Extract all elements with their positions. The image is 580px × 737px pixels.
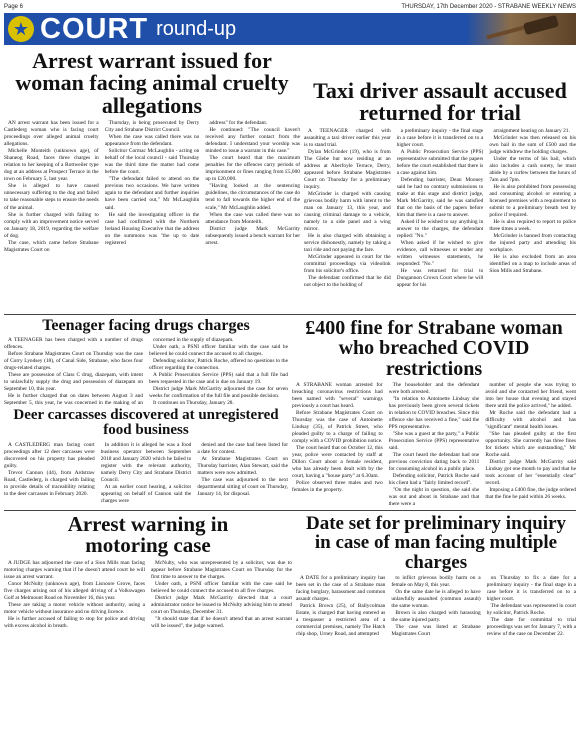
paragraph: McGrinder appeared in court for the committal proceedings via videolink from his solicitor's office. [304,254,391,275]
paragraph: A DATE for a preliminary inquiry has been set in the case of a Strabane man facing burglary, harassment and common assault charges. [296,575,386,603]
paragraph: address" for the defendant. [209,120,268,127]
headline: Taxi driver assault accused returned for trial [313,78,567,126]
paragraph: On the same date he is alleged to have unlawfully assaulted (common assault) the same woman. [391,589,481,610]
dateline: THURSDAY, 17th December 2020 - STRABANE WEEKLY NEWS [401,4,576,10]
paragraph: The defendant was represented in court by solicitor, Patrick Roche. [486,603,576,617]
article-column [489,128,576,289]
paragraph: Asked if he wished to say anything in answer to the charges, the defendant replied: "No." [396,219,484,240]
paragraph: "She has pleaded guilty at the first opportunity. She currently has three fines for tickets which are outstanding," Mr Roche said. [485,431,576,459]
article-motoring-case [4,514,292,736]
paragraph: A CASTLEDERG man facing court proceedings after 12 deer carcasses were discovered on his property has pleaded guilty. [4,441,95,469]
article-column [205,120,300,253]
paragraph: on Thursday to fix a date for a preliminary inquiry - the final stage in a case before it is transferred on to a higher court. [486,575,576,603]
paragraph: He is also charged with obtaining a service dishonestly, namely by taking a taxi ride and not paying the fare. [304,233,391,254]
page-header [4,2,576,12]
paragraph: A Public Prosecution Service (PPS) said that a full file had been requested in the case and is due on January 19. [149,372,288,386]
paragraph: Defending barrister, Dean Mooney said he had no contrary submissions to make at this stage and district judge, Mark McGarrity, said he was satisfied that on the basis of the papers before him that there is a case to answer. [396,176,484,219]
paragraph: Solicitor Cormac McLaughlin - acting on behalf of the local council - said Thursday was the third time the matter had come before the court. [104,148,200,176]
article-column [487,575,576,638]
paragraph: a preliminary inquiry - the final stage in a case before it is transferred on to a higher court. [396,127,484,148]
article-body [4,120,300,253]
article-column [389,382,480,508]
paragraph: The case, which came before Strabane Magistrates Court on [4,239,99,253]
paragraph: The court heard that the maximum penalties for the offences carry periods of imprisonment or fines ranging from £5,000 up to £20,000. [205,155,300,183]
article-column [105,120,200,253]
article-body [4,337,288,406]
paragraph: to inflict grievous bodily harm on a female on May 8, this year. [391,575,481,589]
headline: Date set for preliminary inquiry in case of man facing multiple charges [306,514,566,573]
paragraph: He is also excluded from an area identified on a map to include areas of Sion Mills and Strabane. [489,254,576,275]
paragraph: At Strabane Magistrates Court on Thursday barrister, Alan Stewart, said the matters were now admitted. [197,455,288,476]
banner-title: COURT [40,13,149,45]
paragraph: number of people she was trying to avoid and she contacted her friend, went into her house that evening and stayed there until the police arrived," he added. [485,382,576,410]
article-column [485,382,576,508]
article-column [197,442,288,505]
paragraph: When asked if he wished to give evidence, call witnesses or tender any written witnesses statements, he responded: "No." [396,240,484,268]
paragraph: The court heard that on October 12, this year, police were contacted by staff at Dillon Court about a female resident, who has already been dealt with by the court, having a "house party" at 6.30am. [292,445,383,480]
paragraph: Thursday, is being prosecuted by Derry City and Strabane District Council. [104,120,200,134]
star-icon: ★ [8,16,34,42]
headline: Arrest warning in motoring case [67,514,229,558]
paragraph: District judge Mark McGarrity said Lindsay got one month to pay and that he took account of her "essentially clear" record. [485,459,576,487]
paragraph: "On the night in question, she said she was out and about in Strabane and that there were a [388,487,480,508]
paragraph: It continues on Thursday, January 28. [153,400,234,406]
paragraph: McGrinder is banned from contacting the injured party and attending his workplace. [489,233,576,254]
paragraph: She is alleged to have caused unnecessary suffering to the dog and failed to take reasonable steps to ensure the needs of the animal. [4,183,99,211]
paragraph: Trevor Cannon (44), from Ardstraw Road, Castlederg, is charged with failing to provide details of traceability relating to the deer carcasses in February 2020. [4,469,95,497]
paragraph: These are possession of Class C drug, diazepam, with intent to unlawfully supply the drug and possession of diazepam on September 10, this year. [4,372,143,393]
paragraph: Brown is also charged with harassing the same injured party. [391,610,481,624]
paragraph: Michelle Monteith (unknown age), of Shaneog Road, faces three charges in relation to her keeping of a Rottweiler type dog at an address at Prospect Terrace in the town on February 5, last year. [4,148,99,183]
article-drugs-charges [4,318,288,406]
paragraph: At an earlier court hearing, a solicitor appearing on behalf of Cannon said the charges were [100,483,192,504]
article-column [391,575,480,638]
paragraph: Under oath, a PSNI officer familiar with the case said he believed he could connect the accused to all charges. [149,344,288,358]
paragraph: She is further charged with failing to comply with an improvement notice served on January 18, 2019, regarding the welfare of dog. [4,211,99,239]
paragraph: In addition it is alleged he was a food business operator between September 2018 and January 2020 which he failed to register with the relevant authority, namely Derry City and Strabane District Council. [100,441,192,483]
paragraph: Before Strabane Magistrates Court on Thursday was the case of Antoinette Lindsay (35), of Patrick Street, who pleaded guilty to a charge of failing to comply with a COVID prohibition notice. [292,410,383,445]
paragraph: The date for committal to trial proceedings was set for January 7, with a review of the case on December 22. [486,617,576,638]
paragraph: Police observed three males and two females in the property. [292,480,383,494]
paragraph: The defendant confirmed that he did not object to the holding of [304,275,391,289]
headline: Deer carcasses discovered at unregistered food business [13,408,279,439]
article-body [4,560,292,630]
headline: Teenager facing drugs charges [42,318,250,334]
headline: £400 fine for Strabane woman who breached COVID restrictions [305,318,563,380]
article-column [151,560,292,630]
paragraph: He is also required to report to police three times a week. [489,219,576,233]
article-taxi-driver [304,50,576,312]
article-body [292,382,576,508]
article-column [4,442,95,505]
article-column [296,575,385,638]
paragraph: Before Strabane Magistrates Court on Thursday was the case of Corry Lyndsey (18), of Canal Side, Strabane, who faces four drugs-related charges. [4,351,143,372]
paragraph: concerned in the supply of diazepam. [153,337,234,344]
paragraph: "The defendant failed to attend on the previous two occasions. We have written again to the defendant and further inquiries have been carried out," Mr McLaughlin said. [104,176,200,211]
article-column [292,382,383,508]
paragraph: A Public Prosecution Service (PPS) representative submitted that the papers before the court established that there is a case against him. [396,148,484,176]
banner-subtitle: round-up [156,17,237,40]
article-column [304,128,391,289]
paragraph: arraignment hearing on January 21. [493,127,570,134]
article-column [4,560,145,630]
article-column [149,337,288,406]
article-preliminary-inquiry [296,514,576,736]
paragraph: "She was a guest at the party," a Public Prosecution Service (PPS) representative said. [388,431,480,452]
headline: Arrest warrant issued for woman facing animal cruelty allegations [15,50,289,118]
paragraph: A TEENAGER charged with assaulting a taxi driver earlier this year is to stand trial. [304,127,391,148]
paragraph: Under the terms of his bail, which also includes a cash surety, he must abide by a curfew between the hours of 7am and 7pm. [489,155,576,183]
paragraph: District judge Mark McGarrity directed that a court administrator notice be issued to McNulty advising him to attend court on Thursday, December 31. [151,594,292,615]
paragraph: AN arrest warrant has been issued for a Castlederg woman who is facing court proceedings over alleged animal cruelty allegations. [4,120,99,148]
paragraph: The court heard the defendant had one previous conviction dating back to 2011 for consuming alcohol in a public place. [388,452,480,473]
article-body [4,442,288,505]
article-column [4,337,143,406]
divider [4,314,576,315]
paragraph: Mr Roche said the defendant had a difficulty with alcohol and has "significant" mental health issues. [485,410,576,431]
paragraph: Conor McNulty (unknown age), from Lisnoore Grove, faces five charges arising out of his alleged driving of a Volkswagen Golf at Melmount Road on November 16, this year. [4,580,145,601]
page-number: Page 6 [4,4,24,10]
paragraph: A STRABANE woman arrested for breaching coronavirus restrictions had been named with "several" warnings previously a court has heard. [292,382,383,410]
paragraph: McGrinder was then released on his own bail in the sum of £500 and the judge withdrew the holding charges. [489,134,576,155]
paragraph: Imposing a £400 fine, the judge ordered that the fine be paid within 26 weeks. [485,487,576,501]
paragraph: He said the investigating officer in the case had confirmed with the Northern Ireland Housing Executive that the address on the summons was "the up to date registered [104,211,200,246]
article-column [101,442,192,505]
article-body [296,575,576,638]
paragraph: "Having looked at the sentencing guidelines, the circumstances of the case do tend to fall towards the higher end of the scale," Mr McLaughlin added. [205,183,300,211]
gavel-icon [466,13,576,45]
paragraph: The case was listed at Strabane Magistrates Court [391,624,481,638]
paragraph: The case was adjourned to the next departmental sitting of court on Thursday, January 14, for disposal. [197,476,288,497]
paragraph: Defending solicitor, Patrick Roche said his client had a "fairly limited record". [388,473,480,487]
paragraph: He was returned for trial to Dungannon Crown Court where he will appear for his [396,268,484,289]
article-body [304,128,576,289]
paragraph: denied and the case had been listed for a date for contest. [197,441,288,455]
paragraph: He is further charged that on dates between August 3 and September 5, this year, he was concerned in the making of an [4,393,143,406]
paragraph: Patrick Brown (25), of Ballycolman Estate, is charged that having entered as a trespasser a restricted area of a commercial premises, namely The Hatch chip shop, Urney Road, and attempted [296,603,386,638]
paragraph: When the case was called there was no attendance from Monteith. [205,211,300,225]
article-covid-fine [292,318,576,508]
paragraph: District judge Mark McGarrity adjourned the case for seven weeks for confirmation of the full file and possible decision. [149,386,288,400]
paragraph: McNulty, who was unrepresented by a solicitor, was due to appear before Strabane Magistrates Court on Thursday for the first time to answer to the charges. [151,559,292,580]
divider [4,510,576,511]
court-roundup-banner [4,13,576,45]
paragraph: A JUDGE has adjourned the case of a Sion Mills man facing motoring charges warning that if he doesn't attend court he will issue an arrest warrant. [4,559,145,580]
paragraph: "It should state that if he doesn't attend that an arrest warrant will be issued", the judge warned. [151,615,292,629]
paragraph: McGrinder is charged with causing grievous bodily harm with intent to the man on January 13, this year, and causing criminal damage to a vehicle, namely to a side panel and a wing mirror. [304,191,391,233]
paragraph: He is further accused of failing to stop for police and driving with excess alcohol in breath. [4,615,145,629]
paragraph: He is also prohibited from possessing and consuming alcohol or entering a licensed premises with a requirement to submit to a preliminary breath test by police if required. [489,184,576,219]
paragraph: When the case was called there was no appearance from the defendant. [104,134,200,148]
article-deer-carcasses [4,408,288,508]
paragraph: Defending solicitor, Patrick Roche, offered no questions to the officer regarding the connection. [149,358,288,372]
paragraph: These are taking a motor vehicle without authority, using a motor vehicle without insurance and no driving licence. [4,601,145,615]
paragraph: Dylan McGrinder (19), who is from The Glebe but now residing at an address at Aberfoyle Terrace, Derry, appeared before Strabane Magistrates Court on Thursday for a preliminary inquiry. [304,148,391,190]
paragraph: A TEENAGER has been charged with a number of drugs offences. [4,337,143,351]
paragraph: The householder and the defendant were both arrested. [388,382,480,396]
article-column [397,128,484,289]
article-animal-cruelty [4,50,300,312]
article-column [4,120,99,253]
paragraph: "In relation to Antoinette Lindsay she has previously been given several tickets in relation to COVID breaches. Since this offence she has received a fine," said the PPS representative. [388,396,480,431]
paragraph: District judge Mark McGarrity subsequently issued a bench warrant for her arrest. [205,225,300,246]
paragraph: Under oath, a PSNI officer familiar with the case said he believed he could connect the accused to all five charges. [151,580,292,594]
paragraph: He continued: "The council haven't received any further contact from the defendant. I understand your worship was minded to issue a warrant in this case." [205,127,300,155]
